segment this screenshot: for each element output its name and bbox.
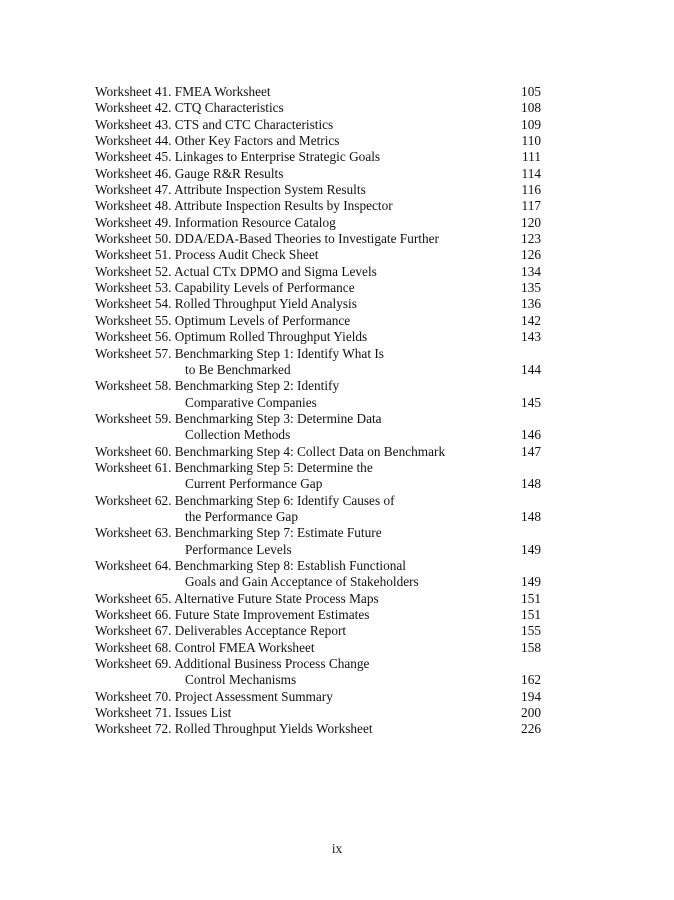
toc-entry-title-continued: Current Performance Gap (185, 476, 323, 492)
toc-entry (95, 133, 545, 149)
toc-entry-page-number: 145 (521, 394, 541, 410)
toc-entry-title: Worksheet 45. Linkages to Enterprise Strategic Goals (95, 149, 381, 165)
toc-entry-page-number: 158 (521, 639, 541, 655)
toc-entry (95, 182, 545, 198)
toc-entry-page-number: 151 (521, 590, 541, 606)
toc-entry-page-number: 114 (521, 165, 541, 181)
toc-entry-page-number: 123 (521, 231, 541, 247)
toc-entry (95, 329, 545, 345)
toc-entry-page-number: 109 (521, 116, 541, 132)
table-of-contents (95, 84, 545, 738)
toc-entry-page-number: 162 (521, 672, 541, 688)
toc-entry-title: Worksheet 60. Benchmarking Step 4: Collect Data on Benchmark (95, 443, 446, 459)
toc-entry-title: Worksheet 55. Optimum Levels of Performance (95, 312, 351, 328)
toc-entry-title: Worksheet 66. Future State Improvement Estimates (95, 607, 370, 622)
toc-entry-title: Worksheet 71. Issues List (95, 705, 232, 721)
toc-entry-page-number: 120 (521, 214, 541, 230)
toc-entry (95, 117, 545, 133)
toc-entry-page-number: 194 (521, 688, 541, 704)
toc-entry-title: Worksheet 63. Benchmarking Step 7: Estimate Future (95, 525, 382, 541)
toc-entry (95, 656, 545, 689)
toc-entry-page-number: 155 (521, 623, 541, 639)
toc-entry (95, 346, 545, 379)
toc-entry (95, 378, 545, 411)
toc-entry-page-number: 148 (521, 476, 541, 492)
toc-entry-title: Worksheet 70. Project Assessment Summary (95, 688, 333, 704)
toc-entry-title-continued: Control Mechanisms (185, 672, 297, 688)
page-number: ix (331, 841, 343, 856)
toc-entry (95, 460, 545, 493)
toc-entry-page-number: 148 (521, 508, 541, 524)
toc-entry-title: Worksheet 51. Process Audit Check Sheet (95, 247, 319, 263)
toc-entry-page-number: 134 (521, 263, 541, 279)
toc-entry-title: Worksheet 52. Actual CTx DPMO and Sigma Levels (95, 263, 377, 279)
toc-entry (95, 247, 545, 263)
toc-entry (95, 280, 545, 296)
toc-entry-page-number: 105 (521, 84, 541, 99)
toc-entry-page-number: 146 (521, 427, 541, 443)
toc-entry (95, 444, 545, 460)
toc-entry (95, 689, 545, 705)
toc-entry-title: Worksheet 44. Other Key Factors and Metrics (95, 133, 340, 149)
toc-entry-title-continued: the Performance Gap (185, 508, 298, 524)
toc-entry-page-number: 149 (521, 541, 541, 557)
toc-entry (95, 411, 545, 444)
toc-entry (95, 525, 545, 558)
toc-entry (95, 166, 545, 182)
toc-entry-page-number: 149 (521, 574, 541, 590)
toc-entry-page-number: 108 (521, 100, 541, 116)
toc-entry-title-continued: Comparative Companies (185, 394, 317, 410)
toc-entry-page-number: 144 (521, 361, 541, 377)
toc-entry-page-number: 110 (521, 133, 541, 149)
toc-entry-title: Worksheet 47. Attribute Inspection System Results (95, 182, 366, 198)
toc-entry (95, 149, 545, 165)
toc-entry-page-number: 147 (521, 443, 541, 459)
toc-entry-page-number: 200 (521, 705, 541, 721)
toc-entry-page-number: 135 (521, 280, 541, 296)
toc-entry-title: Worksheet 64. Benchmarking Step 8: Establish Functional (95, 557, 406, 573)
toc-entry (95, 198, 545, 214)
toc-entry-page-number: 136 (521, 296, 541, 312)
toc-entry-title: Worksheet 57. Benchmarking Step 1: Identify What Is (95, 345, 384, 361)
toc-entry-page-number: 116 (521, 182, 541, 198)
toc-entry-title: Worksheet 56. Optimum Rolled Throughput Yields (95, 329, 368, 345)
toc-entry (95, 558, 545, 591)
toc-entry (95, 296, 545, 312)
toc-entry-title: Worksheet 42. CTQ Characteristics (95, 100, 284, 116)
toc-entry (95, 640, 545, 656)
toc-entry-title: Worksheet 65. Alternative Future State Process Maps (95, 590, 379, 606)
toc-entry-page-number: 143 (521, 329, 541, 345)
toc-entry-title: Worksheet 48. Attribute Inspection Results by Inspector (95, 198, 393, 214)
toc-entry-page-number: 117 (521, 198, 541, 214)
toc-entry (95, 313, 545, 329)
toc-entry-title: Worksheet 41. FMEA Worksheet (95, 84, 271, 99)
toc-entry (95, 100, 545, 116)
toc-entry-page-number: 111 (522, 149, 541, 165)
toc-entry (95, 84, 545, 100)
toc-entry-title-continued: Performance Levels (185, 541, 292, 557)
toc-entry-title: Worksheet 53. Capability Levels of Performance (95, 280, 355, 296)
toc-entry (95, 231, 545, 247)
toc-entry-title: Worksheet 54. Rolled Throughput Yield Analysis (95, 296, 357, 312)
toc-entry-title-continued: Goals and Gain Acceptance of Stakeholders (185, 574, 419, 590)
toc-entry (95, 493, 545, 526)
toc-entry (95, 264, 545, 280)
toc-entry (95, 705, 545, 721)
toc-entry-title: Worksheet 46. Gauge R&R Results (95, 165, 284, 181)
toc-entry-title: Worksheet 62. Benchmarking Step 6: Identify Causes of (95, 492, 395, 508)
toc-entry-title: Worksheet 67. Deliverables Acceptance Report (95, 623, 347, 639)
toc-entry-title: Worksheet 58. Benchmarking Step 2: Identify (95, 378, 340, 394)
toc-entry-title: Worksheet 50. DDA/EDA-Based Theories to Investigate Further (95, 231, 439, 247)
toc-entry-title: Worksheet 49. Information Resource Catalog (95, 214, 336, 230)
toc-entry (95, 721, 545, 737)
toc-entry (95, 607, 545, 623)
toc-entry-title: Worksheet 69. Additional Business Process Change (95, 656, 370, 672)
toc-entry-title: Worksheet 61. Benchmarking Step 5: Determine the (95, 459, 373, 475)
toc-entry-page-number: 226 (521, 721, 541, 737)
toc-entry (95, 591, 545, 607)
toc-entry-title: Worksheet 72. Rolled Throughput Yields Worksheet (95, 721, 373, 737)
toc-entry-page-number: 126 (521, 247, 541, 263)
toc-entry-title: Worksheet 59. Benchmarking Step 3: Determine Data (95, 410, 382, 426)
toc-entry-title: Worksheet 43. CTS and CTC Characteristics (95, 116, 334, 132)
toc-entry-title-continued: Collection Methods (185, 427, 291, 443)
toc-entry-page-number: 151 (521, 607, 541, 622)
toc-entry-title-continued: to Be Benchmarked (185, 361, 291, 377)
toc-entry-title: Worksheet 68. Control FMEA Worksheet (95, 639, 315, 655)
toc-entry (95, 623, 545, 639)
toc-entry-page-number: 142 (521, 312, 541, 328)
toc-entry (95, 215, 545, 231)
